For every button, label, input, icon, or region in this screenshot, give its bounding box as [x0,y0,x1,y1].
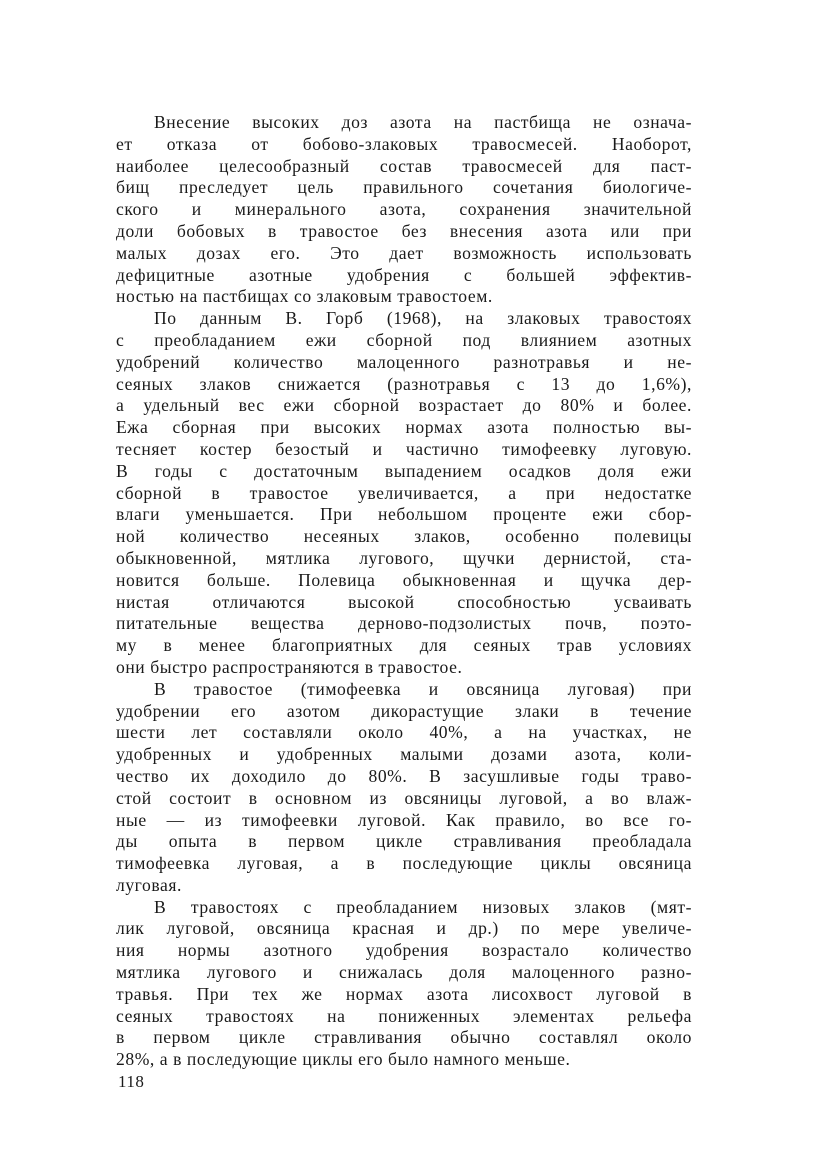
text-line: В травостоях с преобладанием низовых злаков (мят- [154,896,692,917]
text-line: удобрений количество малоценного разнотравья и не- [116,351,692,372]
text-line: доли бобовых в травостое без внесения азота или при [116,220,692,241]
text-line: тимофеевка луговая, а в последующие циклы овсяница [116,853,692,874]
text-line: 28%, а в последующие циклы его было намного меньше. [116,1049,571,1070]
text-line: сборной в травостое увеличивается, а при недостатке [116,482,692,503]
text-line: тесняет костер безостый и частично тимофеевку луговую. [116,438,692,459]
text-line: ды опыта в первом цикле стравливания преобладала [116,831,692,852]
paragraph-1 [116,112,692,308]
text-line: ского и минерального азота, сохранения значительной [116,199,692,220]
text-line: влаги уменьшается. При небольшом проценте ежи сбор- [116,504,692,525]
page-body [116,112,692,1071]
text-line: удобренных и удобренных малыми дозами азота, коли- [116,744,692,765]
text-line: а удельный вес ежи сборной возрастает до 80% и более. [116,395,692,416]
text-line: шести лет составляли около 40%, а на участках, не [116,722,692,743]
text-line: ностью на пастбищах со злаковым травостоем. [116,286,493,307]
text-line: бищ преследует цель правильного сочетания биологиче- [116,177,692,198]
text-line: травья. При тех же нормах азота лисохвост луговой в [116,983,692,1004]
text-line: чество их доходило до 80%. В засушливые годы траво- [116,765,692,786]
text-line: новится больше. Полевица обыкновенная и щучка дер- [116,569,692,590]
paragraph-2 [116,308,692,679]
text-line: В травостое (тимофеевка и овсяница луговая) при [154,678,692,699]
text-line: Ежа сборная при высоких нормах азота полностью вы- [116,417,692,438]
text-line: По данным В. Горб (1968), на злаковых травостоях [154,308,692,329]
text-line: мятлика лугового и снижалась доля малоценного разно- [116,962,692,983]
text-line: удобрении его азотом дикорастущие злаки в течение [116,700,692,721]
text-line: с преобладанием ежи сборной под влиянием азотных [116,329,692,350]
text-line: ет отказа от бобово-злаковых травосмесей. Наоборот, [116,133,692,154]
text-line: дефицитные азотные удобрения с большей эффектив- [116,264,692,285]
text-line: стой состоит в основном из овсяницы луговой, а во влаж- [116,787,692,808]
text-line: луговая. [116,874,182,895]
text-line: наиболее целесообразный состав травосмесей для паст- [116,155,692,176]
text-line: му в менее благоприятных для сеяных трав условиях [116,635,692,656]
text-line: они быстро распространяются в травостое. [116,656,463,677]
text-line: в первом цикле стравливания обычно составлял около [116,1027,692,1048]
text-line: малых дозах его. Это дает возможность использовать [116,242,692,263]
text-line: лик луговой, овсяница красная и др.) по мере увеличе- [116,918,692,939]
page-number: 118 [118,1072,145,1091]
paragraph-3 [116,679,692,897]
text-line: сеяных травостоях на пониженных элементах рельефа [116,1005,692,1026]
text-line: ния нормы азотного удобрения возрастало количество [116,940,692,961]
text-line: Внесение высоких доз азота на пастбища не означа- [154,112,692,132]
text-line: питательные вещества дерново-подзолистых почв, поэто- [116,613,692,634]
text-line: В годы с достаточным выпадением осадков доля ежи [116,460,692,481]
text-line: сеяных злаков снижается (разнотравья с 13 до 1,6%), [116,373,692,394]
text-line: нистая отличаются высокой способностью усваивать [116,591,692,612]
text-line: ной количество несеяных злаков, особенно полевицы [116,526,692,547]
text-line: ные — из тимофеевки луговой. Как правило, во все го- [116,809,692,830]
paragraph-4 [116,897,692,1071]
text-line: обыкновенной, мятлика лугового, щучки дернистой, ста- [116,547,692,568]
